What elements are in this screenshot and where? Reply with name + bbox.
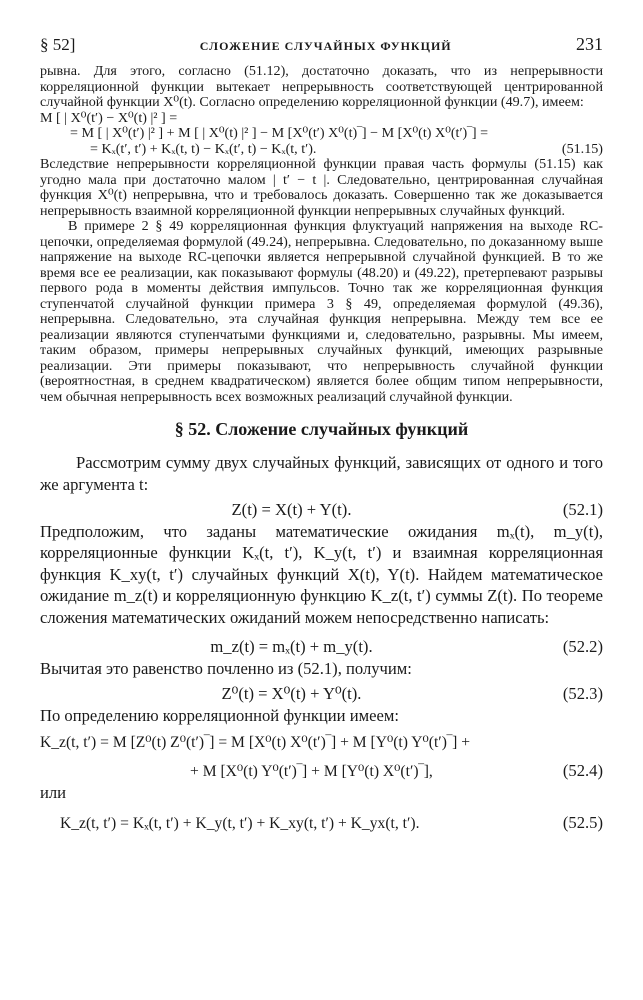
equation-number: (52.3)	[562, 684, 603, 703]
equation-52-3: Z⁰(t) = X⁰(t) + Y⁰(t). (52.3)	[221, 684, 603, 703]
upper-text-block	[40, 64, 603, 405]
equation-number: (52.5)	[562, 812, 603, 832]
paragraph-6: Вычитая это равенство почленно из (52.1), получим:	[40, 658, 412, 678]
equation-52-5: K_z(t, t′) = Kₓ(t, t′) + K_y(t, t′) + K_xy(t, t′) + K_yx(t, t′). (52.5)	[60, 812, 603, 832]
header-title: СЛОЖЕНИЕ СЛУЧАЙНЫХ ФУНКЦИЙ	[199, 39, 452, 53]
connective-word: или	[40, 783, 67, 802]
paragraph-4: Рассмотрим сумму двух случайных функций, зависящих от одного и того же аргумента t:	[40, 453, 603, 494]
running-header	[40, 34, 603, 64]
equation-51-15-line-3: = Kₓ(t′, t′) + Kₓ(t, t) − Kₓ(t′, t) − Kₓ(t, t′). (51.15)	[90, 140, 603, 157]
equation-number: (52.2)	[562, 637, 603, 656]
paragraph-1: рывна. Для этого, согласно (51.12), достаточно доказать, что из непрерывности корреляционной функции вытекает непрерывность соответствующей центрированной случайной функции X⁰(t). Согласно определению корреляционной функции (49.7), имеем:	[40, 63, 603, 110]
header-section-ref: § 52]	[40, 35, 76, 54]
equation-52-1: Z(t) = X(t) + Y(t). (52.1)	[231, 500, 603, 519]
equation-52-4-line-1: K_z(t, t′) = M [Z⁰(t) Z⁰(t′)‾] = M [X⁰(t) X⁰(t′)‾] + M [Y⁰(t) Y⁰(t′)‾] +	[40, 734, 470, 751]
paragraph-5: Предположим, что заданы математические ожидания mₓ(t), m_y(t), корреляционные функции Kₓ(t, t′), K_y(t, t′) и взаимная корреляционная функция K_xy(t, t′) случайных функций X(t), Y(t). Найдем математическое ожидание m_z(t) и корреляционную функцию K_z(t, t′) суммы Z(t). По теореме сложения математических ожиданий можем непосредственно написать:	[40, 521, 603, 627]
paragraph-7: По определению корреляционной функции имеем:	[40, 705, 399, 725]
equation-52-2: m_z(t) = mₓ(t) + m_y(t). (52.2)	[210, 637, 603, 656]
section-title: § 52. Сложение случайных функций	[174, 419, 469, 439]
equation-51-15-line-1: M [ | X⁰(t′) − X⁰(t) |² ] =	[40, 109, 178, 126]
equation-52-4-line-2: + M [X⁰(t) Y⁰(t′)‾] + M [Y⁰(t) X⁰(t′)‾], (52.4)	[190, 760, 603, 780]
equation-number: (52.1)	[562, 500, 603, 519]
page	[40, 34, 603, 834]
equation-51-15-line-2: = M [ | X⁰(t′) |² ] + M [ | X⁰(t) |² ] − M [X⁰(t′) X⁰(t)‾] − M [X⁰(t) X⁰(t′)‾] =	[70, 125, 489, 141]
paragraph-2: Вследствие непрерывности корреляционной функции правая часть формулы (51.15) как угодно мала при достаточно малом | t′ − t |. Следовательно, центрированная случайная функция X⁰(t) непрерывна, что и требовалось доказать. Совершенно так же доказывается непрерывность взаимной корреляционной функции непрерывных случайных функций.	[40, 156, 603, 219]
lower-text-block	[40, 452, 603, 834]
paragraph-3: В примере 2 § 49 корреляционная функция флуктуаций напряжения на выходе RC-цепочки, определяемая формулой (49.24), непрерывна. Следовательно, по доказанному выше напряжение на выходе RC-цепочки является непрерывной случайной функцией. В то же время все ее реализации, как показывают формулы (48.20) и (49.22), претерпевают разрывы первого рода в моменты действия импульсов. Точно так же корреляционная функция ступенчатой случайной функции примера 3 § 49, определяемая формулой (49.36), непрерывна. Следовательно, эта случайная функция непрерывна. Между тем все ее реализации являются ступенчатыми функциями и, следовательно, разрывны. Мы имеем, таким образом, примеры непрерывных случайных функций, имеющих разрывные реализации. Эти примеры показывают, что непрерывность случайной функции (вероятностная, в среднем квадратическом) является более общим типом непрерывности, чем обычная непрерывность всех возможных реализаций случайной функции.	[40, 218, 603, 405]
equation-number: (51.15)	[561, 140, 603, 157]
equation-number: (52.4)	[562, 760, 603, 780]
page-number: 231	[576, 34, 603, 54]
